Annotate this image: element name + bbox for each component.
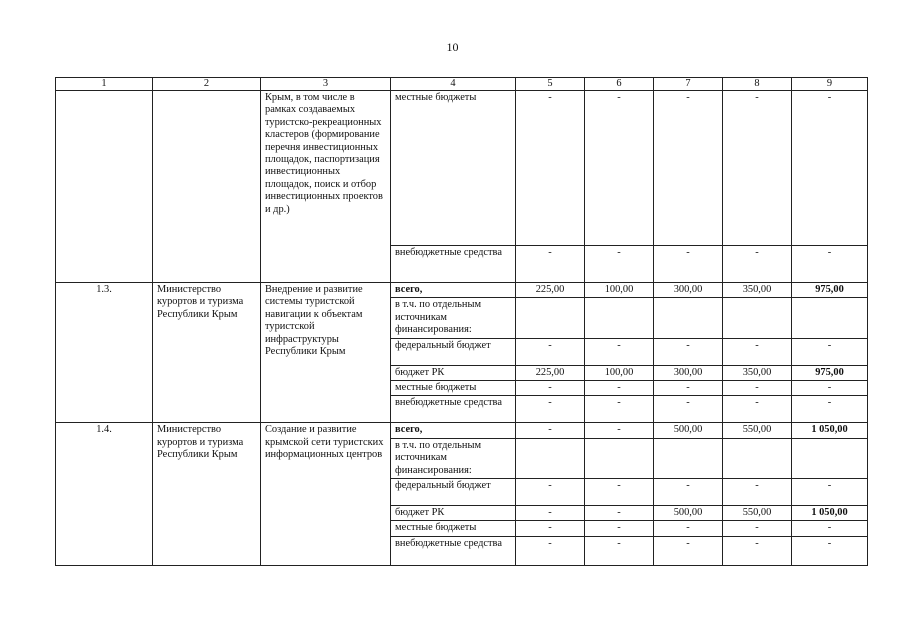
header-col-7: 7: [654, 78, 723, 91]
source-cell: всего,: [391, 283, 516, 298]
source-cell: бюджет РК: [391, 365, 516, 380]
item-num-cell: 1.3.: [56, 283, 153, 423]
value-cell: -: [585, 423, 654, 438]
source-cell: бюджет РК: [391, 506, 516, 521]
source-cell: местные бюджеты: [391, 521, 516, 536]
value-cell: -: [723, 536, 792, 565]
header-col-5: 5: [516, 78, 585, 91]
value-cell: -: [723, 91, 792, 246]
value-cell: -: [516, 423, 585, 438]
value-cell: -: [585, 338, 654, 365]
value-cell: [723, 438, 792, 478]
value-cell: -: [654, 91, 723, 246]
value-cell: -: [723, 396, 792, 423]
value-cell: [654, 438, 723, 478]
value-cell: -: [516, 338, 585, 365]
value-cell: -: [723, 381, 792, 396]
value-cell: -: [585, 536, 654, 565]
header-col-8: 8: [723, 78, 792, 91]
value-cell: -: [792, 381, 868, 396]
value-cell: -: [654, 396, 723, 423]
financing-table: [55, 77, 868, 566]
item-executor-cell: Министерство курортов и туризма Республики Крым: [153, 283, 261, 423]
source-cell: в т.ч. по отдельным источникам финансирования:: [391, 438, 516, 478]
value-cell: -: [585, 396, 654, 423]
source-cell: внебюджетные средства: [391, 246, 516, 283]
value-cell: -: [585, 506, 654, 521]
value-cell: -: [792, 338, 868, 365]
cont-activity-cell: Крым, в том числе в рамках создаваемых туристско-рекреационных кластеров (формирование перечня инвестиционных площадок, паспортизация инвестиционных площадок, поиск и отбор инвестиционных проектов и др.): [261, 91, 391, 283]
value-cell: 300,00: [654, 283, 723, 298]
value-cell: -: [585, 521, 654, 536]
value-cell: -: [516, 479, 585, 506]
value-cell: 100,00: [585, 283, 654, 298]
header-col-9: 9: [792, 78, 868, 91]
value-cell: [792, 438, 868, 478]
value-cell: -: [792, 396, 868, 423]
table-row: [56, 423, 868, 438]
value-cell: 225,00: [516, 283, 585, 298]
value-cell: -: [516, 396, 585, 423]
value-cell: [516, 438, 585, 478]
page-number: 10: [446, 40, 459, 54]
table-row: [56, 91, 868, 246]
value-cell: -: [585, 479, 654, 506]
value-cell: -: [654, 536, 723, 565]
source-cell: внебюджетные средства: [391, 396, 516, 423]
value-cell: 500,00: [654, 423, 723, 438]
header-col-3: 3: [261, 78, 391, 91]
value-cell: 975,00: [792, 365, 868, 380]
value-cell: -: [723, 338, 792, 365]
source-cell: местные бюджеты: [391, 91, 516, 246]
value-cell: -: [792, 536, 868, 565]
value-cell: -: [654, 521, 723, 536]
header-col-6: 6: [585, 78, 654, 91]
value-cell: 300,00: [654, 365, 723, 380]
value-cell: -: [516, 381, 585, 396]
header-row: [56, 78, 868, 91]
value-cell: -: [792, 91, 868, 246]
header-col-4: 4: [391, 78, 516, 91]
source-cell: федеральный бюджет: [391, 338, 516, 365]
value-cell: -: [723, 479, 792, 506]
value-cell: [585, 438, 654, 478]
value-cell: 100,00: [585, 365, 654, 380]
value-cell: -: [516, 536, 585, 565]
value-cell: -: [792, 246, 868, 283]
value-cell: -: [516, 506, 585, 521]
value-cell: 975,00: [792, 283, 868, 298]
cont-executor-cell: [153, 91, 261, 283]
value-cell: 350,00: [723, 283, 792, 298]
source-cell: в т.ч. по отдельным источникам финансирования:: [391, 298, 516, 338]
value-cell: -: [516, 521, 585, 536]
value-cell: -: [723, 246, 792, 283]
item-executor-cell: Министерство курортов и туризма Республики Крым: [153, 423, 261, 565]
item-activity-cell: Создание и развитие крымской сети туристских информационных центров: [261, 423, 391, 565]
value-cell: -: [654, 338, 723, 365]
table-row: [56, 283, 868, 298]
value-cell: -: [516, 91, 585, 246]
source-cell: местные бюджеты: [391, 381, 516, 396]
item-num-cell: 1.4.: [56, 423, 153, 565]
value-cell: -: [585, 91, 654, 246]
value-cell: [585, 298, 654, 338]
value-cell: 1 050,00: [792, 506, 868, 521]
value-cell: 550,00: [723, 506, 792, 521]
value-cell: 500,00: [654, 506, 723, 521]
cont-num-cell: [56, 91, 153, 283]
value-cell: -: [654, 246, 723, 283]
value-cell: -: [792, 521, 868, 536]
value-cell: -: [792, 479, 868, 506]
value-cell: 350,00: [723, 365, 792, 380]
value-cell: -: [585, 381, 654, 396]
value-cell: -: [516, 246, 585, 283]
value-cell: [654, 298, 723, 338]
value-cell: [516, 298, 585, 338]
value-cell: [723, 298, 792, 338]
header-col-1: 1: [56, 78, 153, 91]
value-cell: -: [585, 246, 654, 283]
value-cell: [792, 298, 868, 338]
source-cell: всего,: [391, 423, 516, 438]
value-cell: 225,00: [516, 365, 585, 380]
value-cell: -: [654, 381, 723, 396]
header-col-2: 2: [153, 78, 261, 91]
source-cell: внебюджетные средства: [391, 536, 516, 565]
source-cell: федеральный бюджет: [391, 479, 516, 506]
value-cell: 550,00: [723, 423, 792, 438]
value-cell: 1 050,00: [792, 423, 868, 438]
item-activity-cell: Внедрение и развитие системы туристской навигации к объектам туристской инфраструктуры Республики Крым: [261, 283, 391, 423]
value-cell: -: [654, 479, 723, 506]
value-cell: -: [723, 521, 792, 536]
